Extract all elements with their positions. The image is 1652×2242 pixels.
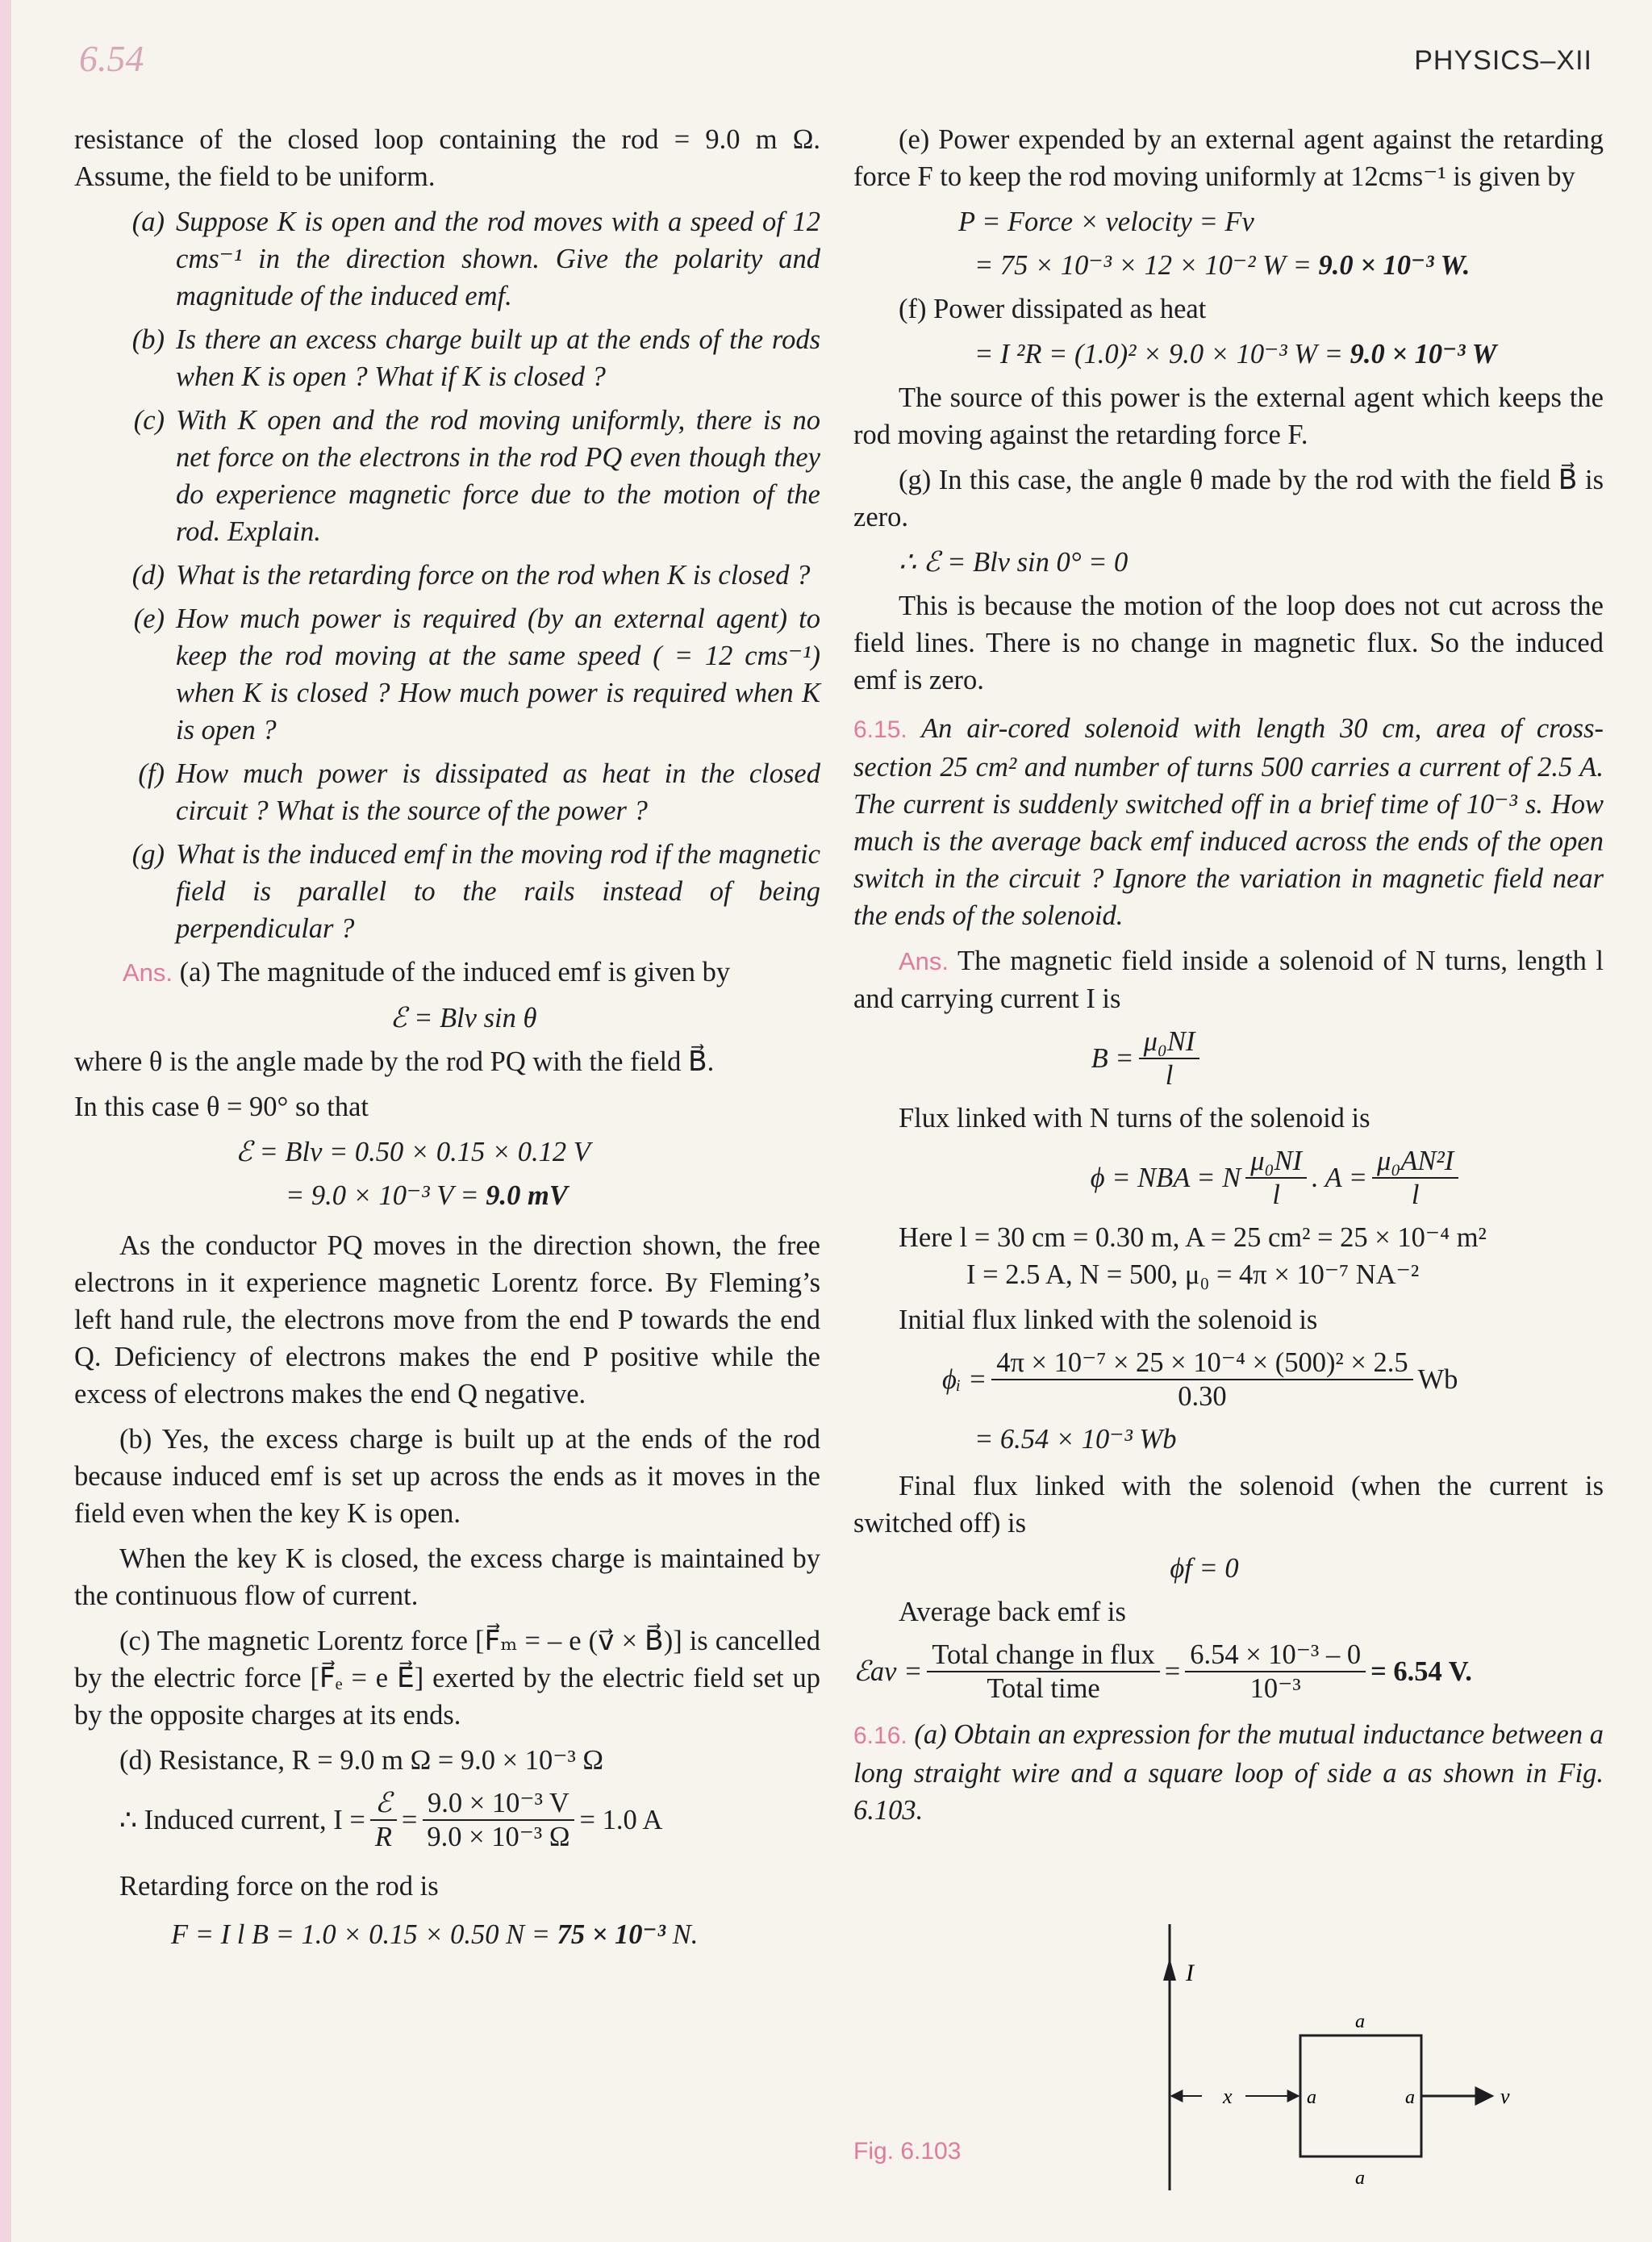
question-item bbox=[74, 321, 820, 395]
denominator: l bbox=[1272, 1179, 1280, 1210]
question-text: How much power is required (by an external agent) to keep the rod moving at the same speed ( = 12 cms⁻¹) when K is closed ? How much power is required when K is open ? bbox=[176, 603, 820, 745]
equation bbox=[853, 336, 1604, 373]
numerator: 4π × 10⁻⁷ × 25 × 10⁻⁴ × (500)² × 2.5 bbox=[991, 1346, 1412, 1380]
answer-tag: Ans. bbox=[123, 958, 173, 987]
velocity-label: v bbox=[1500, 2085, 1510, 2108]
paragraph: Final flux linked with the solenoid (when the current is switched off) is bbox=[853, 1471, 1604, 1539]
paragraph: (d) Resistance, R = 9.0 m Ω = 9.0 × 10⁻³ Ω bbox=[119, 1745, 604, 1776]
equation-part: ∴ Induced current, I = bbox=[119, 1805, 365, 1835]
question-6-15 bbox=[853, 710, 1604, 934]
question-item bbox=[74, 755, 820, 829]
question-item bbox=[74, 600, 820, 749]
equation-part: = 9.0 × 10⁻³ V = bbox=[286, 1180, 486, 1211]
current-label: I bbox=[1186, 1960, 1194, 1986]
question-text: How much power is dissipated as heat in the closed circuit ? What is the source of the power ? bbox=[176, 758, 820, 826]
numerator: Total change in flux bbox=[927, 1639, 1159, 1672]
fraction bbox=[422, 1787, 574, 1853]
fraction bbox=[1139, 1025, 1200, 1092]
running-title: PHYSICS–XII bbox=[1414, 45, 1592, 76]
paragraph: In this case θ = 90° so that bbox=[74, 1092, 369, 1122]
equation: ℰ = Blv = 0.50 × 0.15 × 0.12 V bbox=[236, 1137, 590, 1167]
equation-result: 9.0 × 10⁻³ W bbox=[1350, 339, 1497, 369]
equation-part: Wb bbox=[1417, 1364, 1458, 1395]
question-label: (e) bbox=[133, 603, 165, 634]
current-arrow-icon bbox=[1163, 1958, 1176, 1981]
question-label: (c) bbox=[133, 405, 165, 436]
question-item bbox=[74, 402, 820, 550]
flux-equation bbox=[853, 1145, 1604, 1211]
question-label: (a) bbox=[131, 207, 165, 237]
equation: P = Force × velocity = Fv bbox=[958, 207, 1254, 237]
equation: = 6.54 × 10⁻³ Wb bbox=[974, 1424, 1177, 1455]
denominator: 0.30 bbox=[1178, 1381, 1227, 1412]
paragraph: Flux linked with N turns of the solenoid is bbox=[899, 1103, 1370, 1134]
page-number: 6.54 bbox=[79, 38, 144, 79]
numerator: μ₀AN²I bbox=[1372, 1145, 1458, 1179]
equation: ∴ ℰ = Blv sin 0° = 0 bbox=[899, 547, 1128, 578]
equation-result: 9.0 × 10⁻³ W. bbox=[1318, 250, 1471, 281]
answer-text: (a) The magnitude of the induced emf is given by bbox=[179, 957, 731, 987]
paragraph: (e) Power expended by an external agent against the retarding force F to keep the rod moving uniformly at 12cms⁻¹ is given by bbox=[853, 124, 1604, 192]
paragraph: (g) In this case, the angle θ made by the rod with the field B⃗ is zero. bbox=[853, 465, 1604, 532]
numerator: 6.54 × 10⁻³ – 0 bbox=[1185, 1639, 1366, 1672]
paragraph: This is because the motion of the loop does not cut across the field lines. There is no change in magnetic flux. So the induced emf is zero. bbox=[853, 591, 1604, 695]
question-label: (b) bbox=[131, 324, 165, 355]
paragraph: (b) Yes, the excess charge is built up at the ends of the rod because induced emf is set up across the ends as it moves in the field even when the key K is open. bbox=[74, 1424, 820, 1529]
fraction bbox=[991, 1346, 1412, 1413]
equation-part: ϕ = NBA = N bbox=[1090, 1163, 1241, 1193]
page-edge-stripe bbox=[0, 0, 11, 2242]
question-number: 6.16. bbox=[853, 1722, 907, 1749]
denominator: 10⁻³ bbox=[1249, 1673, 1301, 1704]
question-item bbox=[74, 557, 820, 594]
question-label: (f) bbox=[138, 758, 165, 789]
question-text: What is the retarding force on the rod when K is closed ? bbox=[176, 560, 811, 591]
equation bbox=[74, 1177, 820, 1214]
numerator: μ₀NI bbox=[1139, 1025, 1200, 1059]
induced-current-equation: ∴ Induced current, I = $\frac{\text{ℰ}}{R}$ = $\frac{\text{9.0 × 10⁻³ V}}{\text{9.0 × 10⁻³ Ω}}$ = 1.0 A bbox=[119, 1788, 663, 1852]
side-label-top: a bbox=[1355, 2011, 1365, 2032]
paragraph: (c) The magnetic Lorentz force [F⃗ₘ = – e (v⃗ × B⃗)] is cancelled by the electric force [F⃗ₑ = e E⃗] exerted by the electric field set up by the opposite charges at its ends. bbox=[74, 1626, 820, 1731]
denominator: l bbox=[1411, 1179, 1420, 1210]
equation-part: = 1.0 A bbox=[579, 1805, 663, 1835]
numerator: 9.0 × 10⁻³ V bbox=[423, 1787, 574, 1821]
answer-tag: Ans. bbox=[899, 947, 949, 975]
distance-label: x bbox=[1223, 2085, 1233, 2108]
equation: ϕf = 0 bbox=[1170, 1553, 1239, 1584]
question-item bbox=[74, 203, 820, 315]
numerator: μ₀NI bbox=[1245, 1145, 1307, 1179]
question-text: Suppose K is open and the rod moves with a speed of 12 cms⁻¹ in the direction shown. Give the polarity and magnitude of the induced emf. bbox=[176, 207, 820, 311]
equation-part: N. bbox=[665, 1919, 699, 1950]
paragraph: Here l = 30 cm = 0.30 m, A = 25 cm² = 25 × 10⁻⁴ m² bbox=[899, 1222, 1487, 1253]
paragraph: Retarding force on the rod is bbox=[119, 1871, 439, 1902]
figure-caption: Fig. 6.103 bbox=[853, 2138, 962, 2165]
question-text: (a) Obtain an expression for the mutual inductance between a long straight wire and a square loop of side a as shown in Fig. 6.103. bbox=[853, 1719, 1604, 1826]
figure-6-103 bbox=[1113, 1924, 1565, 2198]
equation: ℰ = Blv sin θ bbox=[390, 1003, 537, 1033]
side-label-right: a bbox=[1405, 2087, 1415, 2108]
paragraph: Initial flux linked with the solenoid is bbox=[899, 1305, 1318, 1335]
paragraph: The source of this power is the external agent which keeps the rod moving against the retarding force F. bbox=[853, 382, 1604, 450]
paragraph: As the conductor PQ moves in the direction shown, the free electrons in it experience magnetic Lorentz force. By Fleming’s left hand rule, the electrons move from the end P towards the end Q. Deficiency of electrons makes the end P positive while the excess of electrons makes the end Q negative. bbox=[74, 1230, 820, 1409]
answer-intro bbox=[74, 954, 820, 992]
side-label-bottom: a bbox=[1355, 2168, 1365, 2189]
paragraph: I = 2.5 A, N = 500, μ₀ = 4π × 10⁻⁷ NA⁻² bbox=[966, 1259, 1420, 1290]
side-label-left: a bbox=[1307, 2087, 1316, 2108]
average-emf-equation: ℰav = $\frac{\text{Total change in flux}}{\text{Total time}}$ = $\frac{\text{6.54 × 10⁻³ – 0}}{\text{10⁻³}}$ = 6.54 V. bbox=[853, 1639, 1472, 1704]
equation-part: . A = bbox=[1312, 1163, 1368, 1193]
equation-result: 75 × 10⁻³ bbox=[557, 1919, 666, 1950]
question-label: (d) bbox=[131, 560, 165, 591]
denominator: 9.0 × 10⁻³ Ω bbox=[427, 1822, 570, 1852]
answer-intro bbox=[853, 942, 1604, 1017]
equation-result: 9.0 mV bbox=[486, 1180, 568, 1211]
initial-flux-equation bbox=[853, 1346, 1604, 1413]
denominator: Total time bbox=[987, 1673, 1100, 1704]
denominator: R bbox=[374, 1822, 392, 1852]
square-loop bbox=[1300, 2035, 1421, 2156]
field-equation bbox=[853, 1025, 1604, 1092]
numerator: ℰ bbox=[370, 1787, 397, 1821]
fraction bbox=[1185, 1639, 1366, 1705]
equation-part: ϕᵢ = bbox=[942, 1364, 987, 1395]
right-column bbox=[853, 121, 1604, 1837]
question-number: 6.15. bbox=[853, 716, 907, 743]
question-text: With K open and the rod moving uniformly, there is no net force on the electrons in the rod PQ even though they do experience magnetic force due to the motion of the rod. Explain. bbox=[176, 405, 820, 547]
equation bbox=[853, 247, 1604, 284]
fraction bbox=[1372, 1145, 1458, 1211]
question-6-16 bbox=[853, 1716, 1604, 1829]
fraction bbox=[370, 1787, 397, 1853]
question-label: (g) bbox=[131, 839, 165, 870]
equation-part: = 75 × 10⁻³ × 12 × 10⁻² W = bbox=[974, 250, 1319, 281]
equation bbox=[74, 1916, 820, 1953]
question-text: What is the induced emf in the moving rod if the magnetic field is parallel to the rails instead of being perpendicular ? bbox=[176, 839, 820, 944]
fraction bbox=[1245, 1145, 1307, 1211]
question-text: An air-cored solenoid with length 30 cm, area of cross-section 25 cm² and number of turns 500 carries a current of 2.5 A. The current is suddenly switched off in a brief time of 10⁻³ s. How much is the average back emf induced across the ends of the open switch in the circuit ? Ignore the variation in magnetic field near the ends of the solenoid. bbox=[853, 713, 1604, 931]
equation-result: = 6.54 V. bbox=[1370, 1656, 1472, 1687]
paragraph: resistance of the closed loop containing the rod = 9.0 m Ω. Assume, the field to be uniform. bbox=[74, 124, 820, 192]
paragraph: When the key K is closed, the excess charge is maintained by the continuous flow of current. bbox=[74, 1543, 820, 1611]
question-item bbox=[74, 836, 820, 947]
paragraph: where θ is the angle made by the rod PQ with the field B⃗. bbox=[74, 1046, 715, 1077]
fraction bbox=[927, 1639, 1159, 1705]
equation-part: ℰav = bbox=[853, 1656, 923, 1687]
equation-part: = I ²R = (1.0)² × 9.0 × 10⁻³ W = bbox=[974, 339, 1350, 369]
equation-part: B = bbox=[1091, 1043, 1134, 1074]
paragraph: (f) Power dissipated as heat bbox=[899, 294, 1207, 324]
equation-part: F = I l B = 1.0 × 0.15 × 0.50 N = bbox=[171, 1919, 557, 1950]
paragraph: Average back emf is bbox=[899, 1597, 1126, 1627]
answer-text: The magnetic field inside a solenoid of N turns, length l and carrying current I is bbox=[853, 946, 1604, 1014]
left-column bbox=[74, 121, 820, 1960]
question-text: Is there an excess charge built up at the ends of the rods when K is open ? What if K is closed ? bbox=[176, 324, 820, 392]
denominator: l bbox=[1165, 1060, 1174, 1091]
